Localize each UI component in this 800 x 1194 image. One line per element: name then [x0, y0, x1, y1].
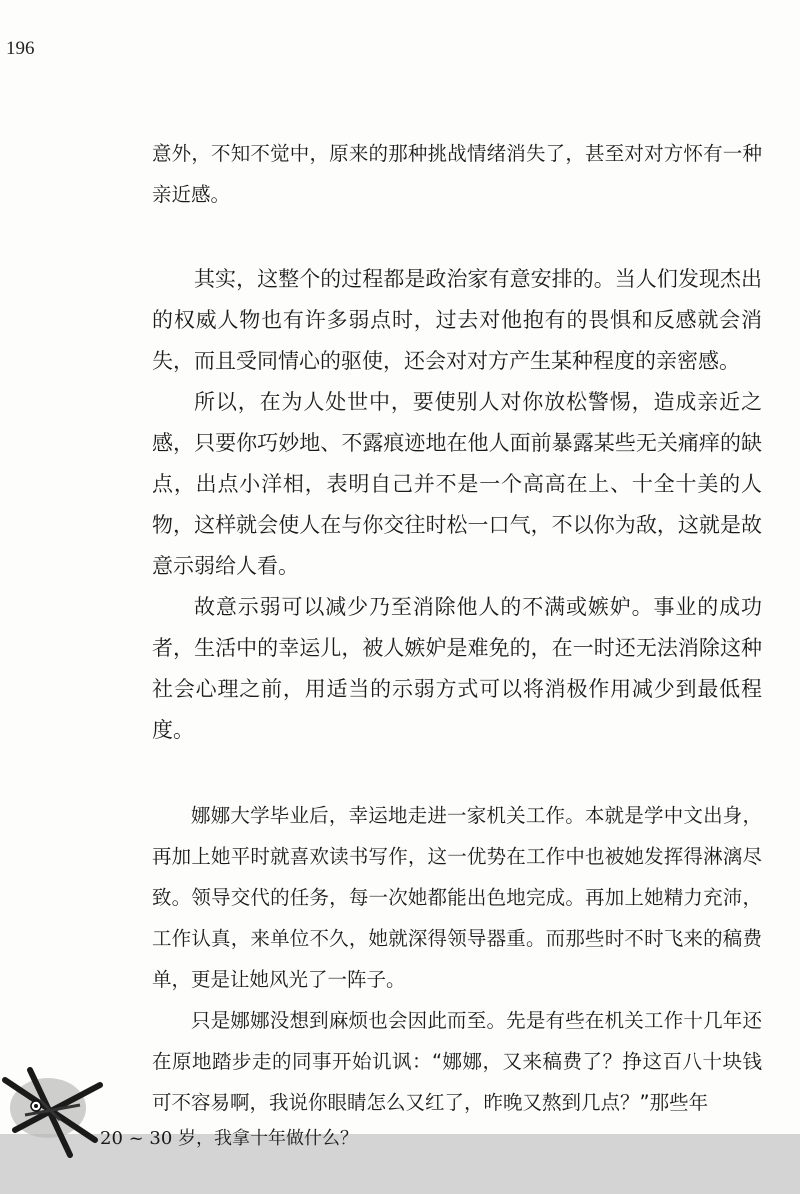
tree-branch-illustration-icon — [0, 1060, 110, 1170]
page-body — [152, 133, 762, 1123]
page-number: 196 — [6, 38, 35, 59]
paragraph: 故意示弱可以减少乃至消除他人的不满或嫉妒。事业的成功者，生活中的幸运儿，被人嫉妒是难免的，在一时还无法消除这种社会心理之前，用适当的示弱方式可以将消极作用减少到最低程度。 — [152, 595, 762, 742]
quote-paragraph: 意外，不知不觉中，原来的那种挑战情绪消失了，甚至对对方怀有一种亲近感。 — [152, 142, 762, 206]
paragraph: 所以，在为人处世中，要使别人对你放松警惕，造成亲近之感，只要你巧妙地、不露痕迹地在他人面前暴露某些无关痛痒的缺点，出点小洋相，表明自己并不是一个高高在上、十全十美的人物，这样就会使人在与你交往时松一口气，不以你为敌，这就是故意示弱给人看。 — [152, 390, 762, 578]
main-text — [152, 259, 762, 751]
story-paragraph: 娜娜大学毕业后，幸运地走进一家机关工作。本就是学中文出身，再加上她平时就喜欢读书写作，这一优势在工作中也被她发挥得淋漓尽致。领导交代的任务，每一次她都能出色地完成。再加上她精力充沛，工作认真，来单位不久，她就深得领导器重。而那些时不时飞来的稿费单，更是让她风光了一阵子。 — [152, 804, 762, 991]
story-paragraph: 只是娜娜没想到麻烦也会因此而至。先是有些在机关工作十几年还在原地踏步走的同事开始讥讽：“娜娜，又来稿费了？挣这百八十块钱可不容易啊，我说你眼睛怎么又红了，昨晚又熬到几点？”那些年 — [152, 1009, 762, 1114]
story-block — [152, 795, 762, 1123]
paragraph: 其实，这整个的过程都是政治家有意安排的。当人们发现杰出的权威人物也有许多弱点时，过去对他抱有的畏惧和反感就会消失，而且受同情心的驱使，还会对对方产生某种程度的亲密感。 — [152, 267, 762, 373]
quote-block — [152, 133, 762, 215]
book-title: 20 ~ 30 岁，我拿十年做什么？ — [100, 1128, 359, 1149]
